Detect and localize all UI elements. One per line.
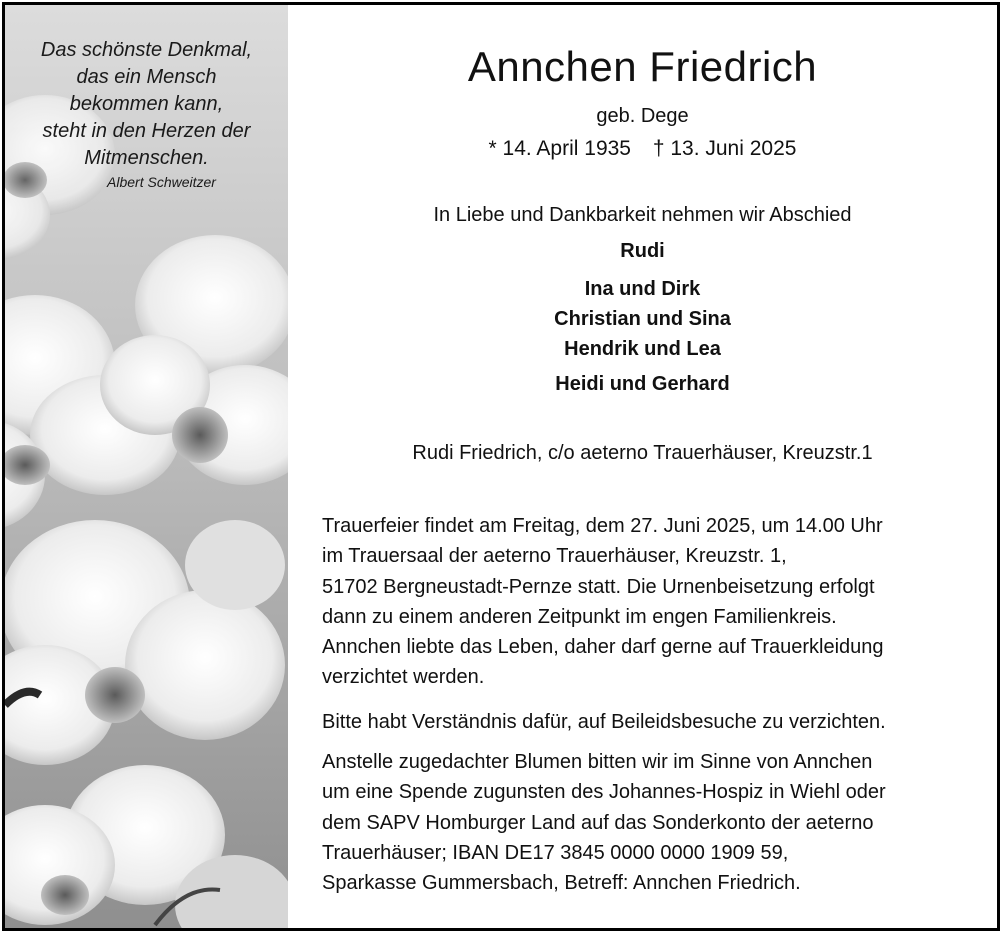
mourner-name: Heidi und Gerhard (555, 373, 730, 395)
mourner-name: Christian und Sina (554, 308, 731, 330)
paragraph-line: Trauerhäuser; IBAN DE17 3845 0000 0000 1909 59, (322, 841, 789, 864)
quote-author: Albert Schweitzer (107, 174, 216, 190)
quote-line: das ein Mensch (76, 66, 217, 88)
paragraph-line: 51702 Bergneustadt-Pernze statt. Die Urnenbeisetzung erfolgt (322, 575, 875, 598)
quote-line: steht in den Herzen der (42, 120, 251, 142)
paragraph-line: Anstelle zugedachter Blumen bitten wir im Sinne von Annchen (322, 751, 873, 773)
orchid-sidebar (5, 5, 288, 928)
obituary-notice (2, 2, 1000, 931)
birth-date: * 14. April 1935 (488, 137, 631, 160)
deceased-name: Annchen Friedrich (467, 43, 818, 90)
paragraph-line: verzichtet werden. (322, 666, 485, 689)
life-dates (288, 135, 997, 163)
service-paragraph (322, 511, 982, 693)
paragraph-line: Sparkasse Gummersbach, Betreff: Annchen Friedrich. (322, 872, 801, 895)
orchid-flower-bottom (5, 520, 285, 765)
paragraph-line: dem SAPV Homburger Land auf das Sonderkonto der aeterno (322, 811, 874, 834)
condolence-paragraph (322, 707, 982, 737)
quote-block (5, 37, 288, 192)
mourner-name: Ina und Dirk (584, 278, 701, 300)
mourner-name: Rudi (620, 240, 665, 262)
death-date: † 13. Juni 2025 (652, 137, 797, 160)
paragraph-line: im Trauersaal der aeterno Trauerhäuser, Kreuzstr. 1, (322, 545, 787, 568)
orchid-flower-lowest (5, 765, 288, 928)
quote-line: Das schönste Denkmal, (40, 39, 253, 61)
notice-content (288, 5, 997, 928)
born-name: geb. Dege (596, 105, 689, 127)
paragraph-line: dann zu einem anderen Zeitpunkt im engen Familienkreis. (322, 605, 837, 628)
farewell-text: In Liebe und Dankbarkeit nehmen wir Abschied (433, 204, 852, 226)
paragraph-line: Bitte habt Verständnis dafür, auf Beileidsbesuche zu verzichten. (322, 711, 886, 733)
paragraph-line: Trauerfeier findet am Freitag, dem 27. Juni 2025, um 14.00 Uhr (322, 515, 883, 537)
contact-address: Rudi Friedrich, c/o aeterno Trauerhäuser, Kreuzstr.1 (412, 442, 873, 464)
quote-line: bekommen kann, (69, 93, 224, 115)
mourner-name: Hendrik und Lea (564, 338, 721, 360)
paragraph-line: Annchen liebte das Leben, daher darf gerne auf Trauerkleidung (322, 636, 884, 659)
donation-paragraph (322, 747, 982, 898)
quote-line: Mitmenschen. (84, 147, 209, 169)
paragraph-line: um eine Spende zugunsten des Johannes-Hospiz in Wiehl oder (322, 781, 886, 804)
